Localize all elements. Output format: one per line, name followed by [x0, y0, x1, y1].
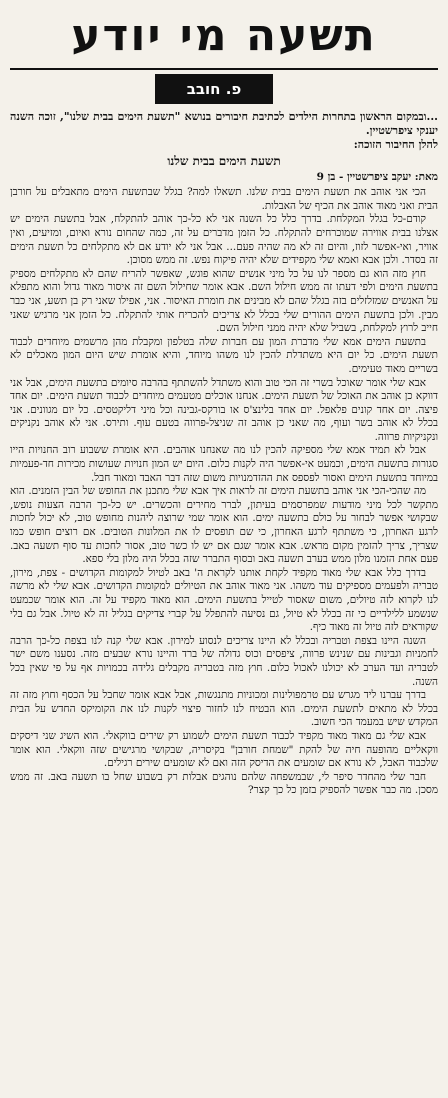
article-paragraph: חוץ מזה הוא גם מספר לנו על כל מיני אנשים שהוא פוגש, שאפשר להריח שהם לא מתקלחים מספיק בתשעת הימים ולפי דעתו זה ממש חילול השם. אבא אומר שחילול השם זה איסור מאוד גדול והוא מתפלא על האנשים שמזלזלים בזה בגלל שהם לא מבינים את חומרת האיסור. אני, אפילו שאני רק בן תשע, אני כבר מבין. ולכן בתשעת הימים ההורים שלי בכלל לא צריכים להכריח אותי להתקלח. כל הזמן אני מרגיש שאני חייב לרוץ למקלחת, בשביל שלא יהיה ממני חילול השם. [10, 267, 438, 335]
article-paragraph: הכי אני אוהב את תשעת הימים בבית שלנו. תשאלו למה? בגלל שבתשעת הימים מתאבלים על חורבן הבית ואני מאוד אוהב את הכיף של האבלות. [10, 186, 438, 212]
article-paragraph: קודם-כל בגלל המקלחת. בדרך כלל כל השנה אני לא כל-כך אוהב להתקלח, אבל בתשעת הימים יש אצלנו בבית אווירה שמוכרחים להתקלח. כל הזמן מדברים על זה, כמה שהחום נורא ואיום, ומזיעים, ואין אוויר, ואי-אפשר לזוז, והיום זה לא מה שהיה פעם... אבל אני לא יודע אם לא מתקלחים כל תשעת הימים זה בסדר. ולכן אבא ואמא שלי מקפידים שלא יהיה פיקוח נפש. זה ממש מסוכן. [10, 213, 438, 267]
byline-box: פ. חובב [155, 74, 273, 104]
article-paragraph: חבר שלי מהחדר סיפר לי, שבמשפחה שלהם נוהגים אבלות רק בשבוע שחל בו תשעה באב. זה ממש מסכן. מה כבר אפשר להספיק בזמן כל כך קצר? [10, 770, 438, 797]
article-paragraph: השנה היינו בצפת וטבריה ובכלל לא היינו צריכים לנסוע למירון. אבא שלי קנה לנו בצפת כל-כך הרבה לחמניות וגבינות עם שנינש פרווה, ציפסים וכוס גדולה של ברד והיינו נורא שבעים מזה. נסענו משם ישר לטבריה ועד הערב לא יכולנו לאכול כלום. חוץ מזה בטבריה מקבלים גלידה בכמויות אף על פי שאין בכל השנה. [10, 634, 438, 688]
column-masthead: תשעה מי יודע [10, 6, 438, 70]
article-body [10, 110, 438, 798]
article-paragraph: בתשעת הימים אמא שלי מדברת המון עם חברות שלה בטלפון ומקבלת מהן מרשמים מיוחדים לכבוד תשעת הימים. כל יום היא משתדלת להכין לנו משהו מיוחד, והיא אומרת שיש היום המון מאכלים לא בשריים מאוד טעימים. [10, 335, 438, 375]
intro-line: להלן החיבור הזוכה: [353, 138, 438, 151]
article-paragraph: אבא שלי גם מאוד מאוד מקפיד לכבוד תשעת הימים לשמוע רק שירים בווקאלי. הוא השיג שני דיסקים ווקאליים מהופעה חיה של להקת "שמחת חורבן" בקיסריה, שבקושי מרגישים שזה ווקאלי. הוא אומר שלכבוד האבל, לא נורא אם שומעים את הדיסק הזה ואם לא שומעים שירים רגילים. [10, 729, 438, 770]
article-paragraph: אבא שלי אומר שאוכל בשרי זה הכי טוב והוא משתדל להשתתף בהרבה סיומים בתשעת הימים, אבל אני דווקא כן אוהב את האוכל של תשעת הימים. אנחנו אוכלים מטעמים מיוחדים לכבוד תשעת הימים. יום אחד פיצה. יום אחד קונים פלאפל. יום אחד בלינצ'ס או בורקס-גבינה וכל מיני דליקטסים. כל יום מגוונים. אני בכלל לא אוהב בשר ועוף, מה שאני כן אוהב זה שניצל-פרווה בטעם עוף. ותירס. אני לא אוהב נקניקים ונקניקיות פרווה. [10, 376, 438, 443]
byline-area [10, 70, 438, 110]
essay-title: תשעת הימים בבית שלנו [167, 154, 281, 168]
essay-author: מאת: יעקב ציפרשטיין - בן 9 [316, 170, 438, 183]
article-paragraph: אבל לא תמיד אמא שלי מספיקה להכין לנו מה שאנחנו אוהבים. היא אומרת ששבוע רוב החנויות הייו סגורות בתשעת הימים, וכמעט אי-אפשר היה לקנות כלום. היום יש המון חנויות שעושות מכירות חד-פעמיות במיוחד בתשעת הימים ואסור לפספס את ההזדמנויות משום שזה דבר האבד ומאוד חבל. [10, 444, 438, 484]
intro-paragraph: ...ובמקום הראשון בתחרות הילדים לכתיבת חיבורים בנושא "תשעת הימים בבית שלנו", זוכה השנה יענקי ציפרשטיין. [10, 110, 438, 137]
article-paragraph: מה שהכי-הכי אני אוהב בתשעת הימים זה לראות איך אבא שלי מתכנן את החופש של הבין הזמנים. הוא מתקשר לכל מיני מודעות שמפרסמים בעיתון, לברר מחירים והכשרים. יש כל-כך הרבה הצעות נופש, שבקושי אפשר לבחור על כולם בתשעה ימים. הוא אומר שמי שרוצה ליהנות מחופש טוב, לא יכול לחכות לרגע האחרון, כי משתתף לרגע האחרון, כי שם תופסים לו את המלונות הטובים. אם רוצים חופש כמו שצריך, צריך להזמין מקום מראש. אבא אומר שגם אם יש לו כשר טוב, אסור לחכות עד סוף תשעה באב. פעם אחת הזמנו מלון ממש בערב תשעה באב ובסוף התברר שזה בכלל היה מלון בלי ספא. [10, 485, 438, 566]
article-paragraph: בדרך כלל אבא שלי מאוד מקפיד לקחת אותנו לקראת ה' באב לטיול למקומות הקדושים - צפת, מירון, טבריה ולפעמים מספיקים עוד משהו. אני מאוד אוהב את הטיולים למקומות הקדושים. אבא שלי לא מרשה לנו לקרוא לזה טיולים, משום שאסור לטייל בתשעת הימים. הוא מאוד מקפיד על זה. הוא אומר שכמעט שנשמע ללילדיים כי זה בכלל לא טיול, גם נסיעה להתפלל על קברי צדיקים בגליל זה לא טיול. אבל גם בלי שקוראים לזה טיול זה מאוד כיף. [10, 566, 438, 634]
article-paragraph: בדרך עברנו ליד מגרש עם טרמפולינות ומכוניות מתנגשות, אבל אבא אומר שחבל על הכסף וחוץ מזה זה בכלל לא מתאים לתשעת הימים. הוא הבטיח לנו לחזור פיצוי לקנות לנו את הקומיקס החדש על הבית המקדש שיש במעמד הכי חשוב. [10, 689, 438, 729]
